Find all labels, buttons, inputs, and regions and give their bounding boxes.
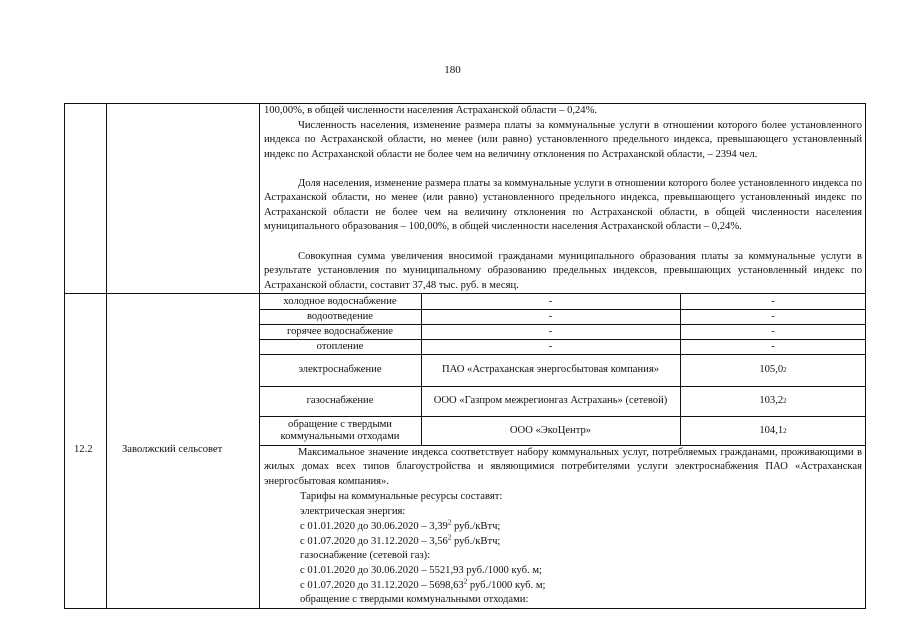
service-name: водоотведение — [306, 310, 374, 322]
service-name: обращение с твердыми коммунальными отходами — [280, 418, 400, 442]
service-provider: - — [548, 340, 553, 352]
electric-tariff-h2 — [300, 535, 500, 549]
tariff-unit: руб./1000 куб. м; — [467, 580, 546, 591]
gas-heading: газоснабжение (сетевой газ): — [300, 550, 431, 561]
service-index-value: 103,2 2 — [759, 395, 787, 406]
tariff-unit: руб./кВтч; — [451, 536, 501, 547]
municipality-name: Заволжский сельсовет — [122, 444, 223, 455]
paragraph-population-share: Доля населения, изменение размера платы за коммунальные услуги в отношении которого более установленного индекса по Астраханской области, но менее (или равно) установленного предельного индекса, превышающего установленный индекс по Астраханской области не более чем на величину отклонения по Астраханской области, в общей численности населения муниципального образования – 100,00%, в общей численности населения Астраханской области – 0,24%. — [264, 178, 862, 233]
tariffs-heading: Тарифы на коммунальные ресурсы составят: — [300, 491, 503, 502]
service-name: электроснабжение — [298, 364, 382, 375]
service-index-value: - — [771, 310, 775, 322]
index-number: 105,0 — [759, 364, 784, 375]
table-column-divider — [106, 103, 107, 609]
service-name: газоснабжение — [306, 395, 374, 406]
paragraph-total-increase: Совокупная сумма увеличения вносимой гражданами муниципального образования платы за коммунальные услуги в результате установления по муниципальному образованию предельных индексов, превышающих установленный индекс по Астраханской области, составит 37,48 тыс. руб. в месяц. — [264, 251, 862, 291]
service-provider: - — [548, 295, 553, 307]
electric-heading: электрическая энергия: — [300, 506, 406, 517]
service-name: отопление — [316, 340, 364, 352]
service-provider: ООО «Газпром межрегионгаз Астрахань» (сетевой) — [433, 395, 668, 406]
service-index-value: 104,1 2 — [759, 424, 787, 436]
service-index-value: - — [771, 325, 775, 337]
tariff-text: с 01.01.2020 до 30.06.2020 – 3,39 — [300, 521, 448, 532]
gas-tariff-h2 — [300, 579, 545, 593]
footnote-marker: 2 — [447, 533, 452, 542]
footnote-marker: 2 — [463, 577, 468, 586]
service-index-value: - — [771, 295, 775, 307]
tariff-unit: руб./кВтч; — [451, 521, 501, 532]
tariff-text: с 01.07.2020 до 31.12.2020 – 3,56 — [300, 536, 448, 547]
index-number: 103,2 — [759, 395, 784, 406]
paragraph-continuation: 100,00%, в общей численности населения Астраханской области – 0,24%. — [264, 105, 598, 116]
paragraph-population-count: Численность населения, изменение размера платы за коммунальные услуги в отношении которого более установленного индекса по Астраханской области, но менее (или равно) установленного предельного индекса, превышающего установленный индекс по Астраханской области не более чем на величину отклонения по Астраханской области, – 2394 чел. — [264, 120, 862, 160]
gas-tariff-h1: с 01.01.2020 до 30.06.2020 – 5521,93 руб./1000 куб. м; — [300, 565, 542, 576]
footnote-marker: 2 — [447, 518, 452, 527]
service-provider: - — [548, 310, 553, 322]
service-provider: ПАО «Астраханская энергосбытовая компания» — [441, 364, 659, 375]
service-provider: - — [548, 325, 553, 337]
service-name: холодное водоснабжение — [283, 295, 397, 307]
electric-tariff-h1 — [300, 520, 500, 534]
paragraph-max-index: Максимальное значение индекса соответствует набору коммунальных услуг, потребляемых гражданами, проживающими в жилых домах всех типов благоустройства и являющимися потребителями услуги электроснабжения ПАО «Астраханская энергосбытовая компания». — [264, 447, 862, 487]
page-number: 180 — [444, 64, 461, 76]
index-number: 104,1 — [759, 424, 784, 436]
service-provider: ООО «ЭкоЦентр» — [509, 424, 592, 436]
row-number: 12.2 — [74, 444, 93, 455]
service-name: горячее водоснабжение — [287, 325, 393, 337]
service-index-value: 105,0 2 — [759, 364, 787, 375]
tariff-text: с 01.07.2020 до 31.12.2020 – 5698,63 — [300, 580, 464, 591]
service-index-value: - — [771, 340, 775, 352]
waste-heading: обращение с твердыми коммунальными отходами: — [300, 594, 529, 605]
